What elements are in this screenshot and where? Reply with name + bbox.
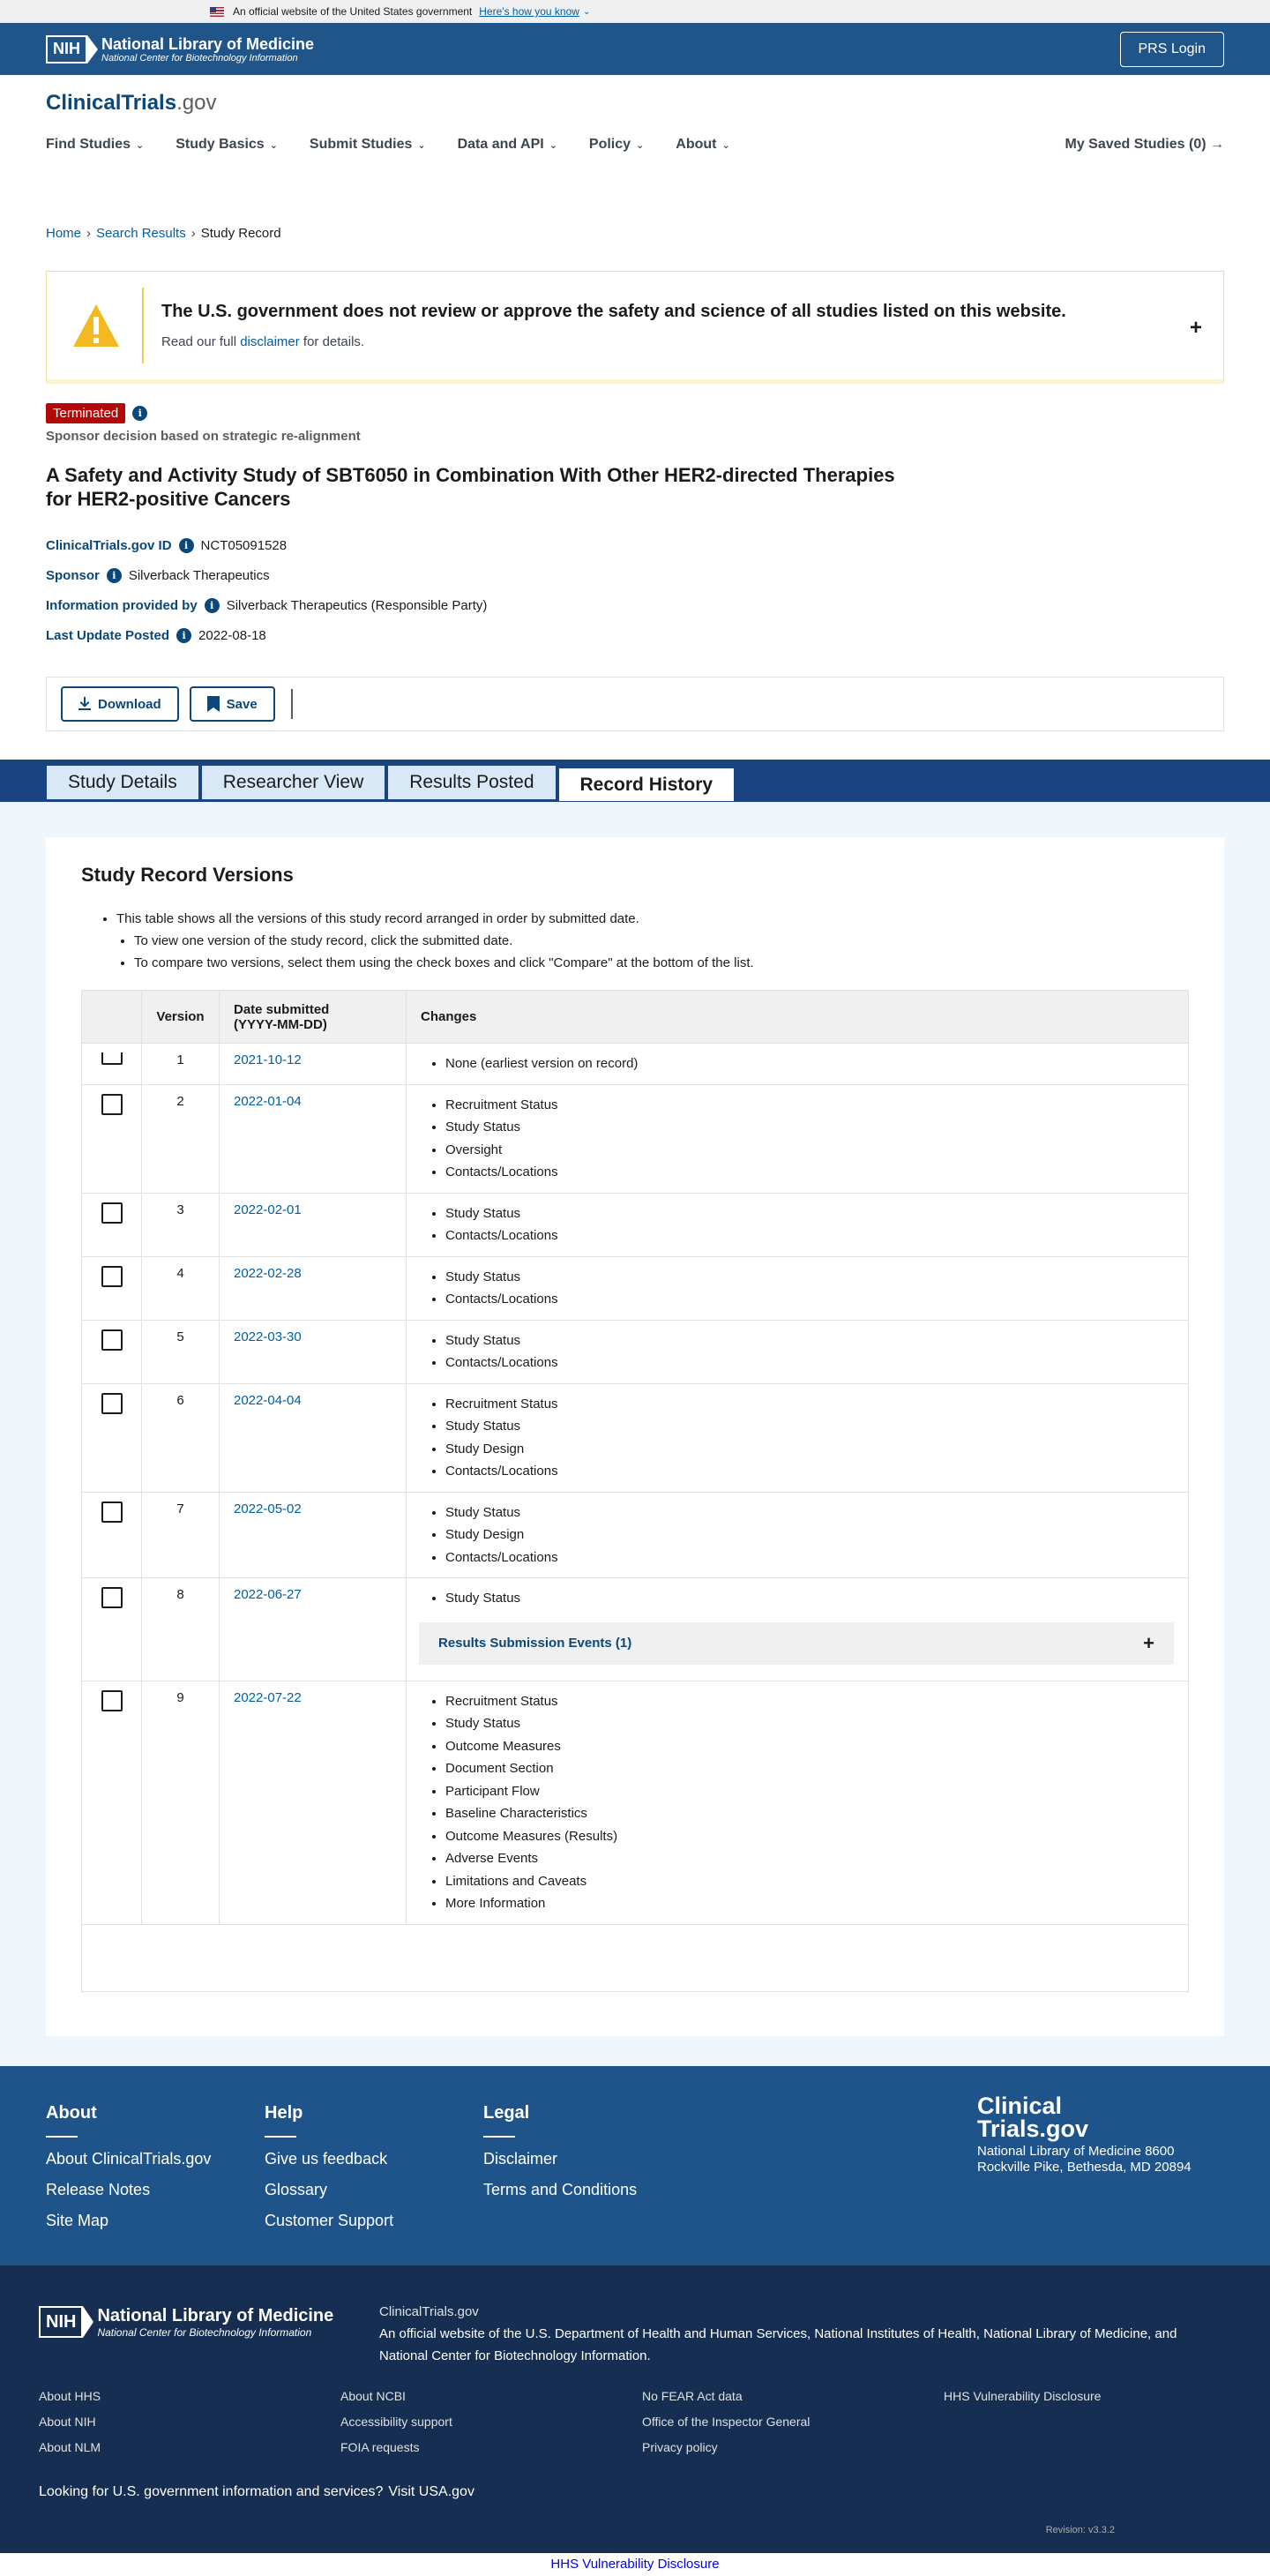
logo-main: ClinicalTrials (46, 91, 177, 115)
study-meta (0, 530, 1270, 650)
chevron-down-icon: ⌄ (721, 140, 730, 151)
footer-help (265, 2103, 393, 2243)
nih-header (0, 23, 1270, 75)
and-text: and (1154, 2325, 1177, 2341)
version-number: 6 (142, 1383, 220, 1492)
results-submission-events-accordion[interactable] (419, 1622, 1174, 1665)
footer-heading: About (46, 2102, 97, 2123)
table-footer-cell (82, 1924, 1189, 1991)
change-item: • Study Status (445, 1501, 1174, 1524)
footer-heading: Help (265, 2102, 303, 2123)
footer-link[interactable]: Disclaimer (483, 2149, 558, 2168)
date-cell (220, 1320, 407, 1383)
change-item: • Contacts/Locations (445, 1288, 1174, 1311)
versions-card (46, 837, 1224, 2036)
changes-cell (407, 1256, 1189, 1320)
ncbi-subtitle: National Center for Biotechnology Information (97, 2325, 312, 2339)
footer-util-link[interactable]: Office of the Inspector General (642, 2414, 811, 2429)
versions-table (81, 990, 1189, 1992)
footer-heading: Legal (483, 2102, 530, 2123)
breadcrumb-current: Study Record (200, 225, 281, 241)
tab-study-details[interactable]: Study Details (46, 765, 199, 800)
table-row (82, 1320, 1189, 1383)
footer-util-link[interactable]: About NLM (39, 2439, 101, 2454)
footer-link[interactable]: Give us feedback (265, 2149, 388, 2168)
revision-label: Revision: v3.3.2 (1045, 2524, 1115, 2535)
disclaimer-alert (46, 271, 1224, 384)
footer-link[interactable]: About ClinicalTrials.gov (46, 2149, 212, 2168)
change-item: • Outcome Measures (Results) (445, 1825, 1174, 1848)
expand-plus-icon[interactable]: + (1189, 316, 1202, 340)
select-cell (82, 1044, 142, 1085)
meta-label: ClinicalTrials.gov ID (46, 537, 172, 553)
select-cell (82, 1578, 142, 1681)
chevron-down-icon: ⌄ (417, 140, 426, 151)
footer-address: National Library of Medicine 8600 Rockville Pike, Bethesda, MD 20894 (977, 2143, 1192, 2175)
version-number: 4 (142, 1256, 220, 1320)
changes-cell (407, 1681, 1189, 1924)
breadcrumb-search-results[interactable]: Search Results (96, 225, 186, 241)
official-prefix: An official website of the (379, 2325, 526, 2341)
disclaimer-text-after: for details. (299, 334, 365, 349)
footer-util-link[interactable]: Accessibility support (340, 2414, 452, 2429)
change-item: • Study Status (445, 1415, 1174, 1438)
meta-value: NCT05091528 (200, 537, 288, 553)
meta-info-provided (46, 590, 1224, 620)
version-number: 1 (142, 1044, 220, 1085)
meta-value: Silverback Therapeutics (128, 567, 270, 583)
nav-label: Policy (588, 137, 631, 152)
footer-logo[interactable] (977, 2094, 1215, 2140)
change-item: • Participant Flow (445, 1780, 1174, 1803)
info-icon[interactable]: i (205, 598, 220, 613)
select-cell (82, 1256, 142, 1320)
table-row (82, 1256, 1189, 1320)
footer-legal (483, 2103, 637, 2212)
chevron-down-icon: ⌄ (269, 140, 278, 151)
change-item: • Study Status (445, 1202, 1174, 1225)
change-item: • More Information (445, 1892, 1174, 1915)
chevron-down-icon: ⌄ (549, 140, 557, 151)
version-checkbox[interactable] (101, 1393, 123, 1414)
version-number: 2 (142, 1084, 220, 1193)
ncbi-subtitle: National Center for Biotechnology Information (101, 52, 298, 64)
changes-cell (407, 1193, 1189, 1256)
tab-researcher-view[interactable]: Researcher View (201, 765, 386, 800)
status-badge: Terminated (46, 403, 125, 423)
version-date-link[interactable]: 2021-10-12 (234, 1052, 302, 1067)
info-icon[interactable]: i (107, 568, 122, 583)
chevron-right-icon: › (190, 225, 196, 241)
date-cell (220, 1084, 407, 1193)
header-date (220, 991, 407, 1044)
clinicaltrials-logo[interactable] (46, 91, 216, 116)
table-row (82, 1193, 1189, 1256)
meta-label: Information provided by (46, 597, 198, 613)
nav-label: About (676, 137, 717, 152)
changes-cell (407, 1492, 1189, 1578)
change-item: • Study Design (445, 1524, 1174, 1546)
change-item: • Study Design (445, 1438, 1174, 1461)
footer-main (0, 2066, 1270, 2265)
version-checkbox[interactable] (101, 1266, 123, 1287)
action-divider (291, 689, 293, 719)
change-item: • Adverse Events (445, 1847, 1174, 1870)
changes-cell (407, 1044, 1189, 1085)
change-item: • Contacts/Locations (445, 1460, 1174, 1483)
results-events-label: Results Submission Events (1) (438, 1636, 632, 1651)
meta-label: Last Update Posted (46, 627, 170, 643)
footer-nlm-logo[interactable] (39, 2306, 333, 2339)
intro-tip: • To compare two versions, select them using the check boxes and click "Compare" at the bottom of the list. (134, 952, 1189, 974)
heres-how-you-know-link[interactable]: Here's how you know (479, 5, 579, 18)
table-row (82, 1681, 1189, 1924)
version-date-link[interactable]: 2022-02-28 (234, 1265, 302, 1281)
version-number: 7 (142, 1492, 220, 1578)
changes-cell (407, 1383, 1189, 1492)
date-cell (220, 1383, 407, 1492)
meta-label: Sponsor (46, 567, 100, 583)
version-date-link[interactable]: 2022-04-04 (234, 1392, 302, 1408)
disclaimer-title: The U.S. government does not review or approve the safety and science of all studies listed on this website. (161, 302, 1066, 321)
official-gov-banner (0, 0, 1270, 23)
change-item: • Study Status (445, 1712, 1174, 1735)
tab-record-history[interactable]: Record History (558, 765, 736, 802)
ncbi-link[interactable]: National Center for Biotechnology Information (379, 2348, 647, 2363)
version-date-link[interactable]: 2022-07-22 (234, 1689, 302, 1705)
table-row (82, 1044, 1189, 1085)
table-row (82, 1492, 1189, 1578)
tail-row (0, 2553, 1270, 2576)
versions-title: Study Record Versions (81, 864, 294, 886)
header-changes: Changes (407, 991, 1189, 1044)
version-date-link[interactable]: 2022-05-02 (234, 1501, 302, 1516)
status-row (0, 403, 1270, 423)
change-item: • Study Status (445, 1116, 1174, 1139)
footer-util-link[interactable]: HHS Vulnerability Disclosure (944, 2388, 1102, 2403)
version-checkbox[interactable] (101, 1690, 123, 1711)
info-icon[interactable]: i (179, 538, 194, 553)
header-version: Version (142, 991, 220, 1044)
intro-item: • This table shows all the versions of this study record arranged in order by submitted date. (116, 908, 1189, 930)
footer-link[interactable]: Glossary (265, 2180, 328, 2198)
select-cell (82, 1492, 142, 1578)
status-reason: Sponsor decision based on strategic re-alignment (46, 429, 361, 444)
version-date-link[interactable]: 2022-06-27 (234, 1587, 302, 1602)
footer-link[interactable]: Terms and Conditions (483, 2180, 638, 2198)
bookmark-icon (207, 696, 220, 712)
change-item: • Contacts/Locations (445, 1352, 1174, 1374)
footer-link[interactable]: Site Map (46, 2211, 109, 2229)
change-item: • Outcome Measures (445, 1735, 1174, 1758)
select-cell (82, 1193, 142, 1256)
meta-value: Silverback Therapeutics (Responsible Party) (226, 597, 488, 613)
study-tabs (0, 760, 1270, 802)
disclaimer-text (161, 334, 1066, 349)
hhs-vulnerability-link[interactable]: HHS Vulnerability Disclosure (550, 2557, 720, 2572)
nih-badge: NIH (46, 35, 87, 64)
footer-brand (977, 2094, 1215, 2175)
table-footer-row (82, 1924, 1189, 1991)
changes-cell (407, 1578, 1189, 1681)
version-date-link[interactable]: 2022-02-01 (234, 1202, 302, 1217)
nlm-title: National Library of Medicine (97, 2305, 334, 2325)
footer-nlm (0, 2265, 1270, 2553)
intro-tip: • To view one version of the study record, click the submitted date. (134, 930, 1189, 952)
header-date-format: (YYYY-MM-DD) (234, 1016, 327, 1032)
date-cell (220, 1681, 407, 1924)
disclaimer-text-before: Read our full (161, 334, 241, 349)
nav-policy[interactable] (589, 137, 644, 153)
prs-login-button[interactable]: PRS Login (1120, 32, 1225, 67)
select-cell (82, 1681, 142, 1924)
footer-link[interactable]: Customer Support (265, 2211, 394, 2229)
warning-icon (71, 303, 121, 348)
select-cell (82, 1084, 142, 1193)
version-number: 3 (142, 1193, 220, 1256)
logo-tld: .gov (176, 91, 217, 115)
date-cell (220, 1578, 407, 1681)
download-button[interactable] (61, 686, 179, 722)
nav-find-studies[interactable] (46, 137, 144, 153)
tab-results-posted[interactable]: Results Posted (387, 765, 556, 800)
disclaimer-link[interactable]: disclaimer (240, 334, 300, 349)
version-checkbox[interactable] (101, 1587, 123, 1608)
footer-util-link[interactable]: About NIH (39, 2414, 96, 2429)
disclaimer-divider (142, 288, 144, 363)
action-bar (46, 677, 1224, 731)
nav-data-and-api[interactable] (458, 137, 557, 153)
footer-util-links (39, 2389, 1245, 2458)
meta-last-update (46, 620, 1224, 650)
change-item: • Contacts/Locations (445, 1546, 1174, 1569)
study-title: A Safety and Activity Study of SBT6050 in Combination With Other HER2-directed Therapies for HER2-positive Cancers (46, 464, 895, 510)
arrow-right-icon: → (1210, 137, 1224, 152)
ctg-label: ClinicalTrials.gov (379, 2303, 479, 2319)
change-item: • Study Status (445, 1587, 1174, 1610)
download-label: Download (98, 696, 161, 712)
table-row (82, 1084, 1189, 1193)
changes-cell (407, 1320, 1189, 1383)
change-item: • Recruitment Status (445, 1393, 1174, 1416)
saved-studies-label: My Saved Studies (0) (1065, 137, 1206, 152)
meta-nct-id (46, 530, 1224, 560)
change-item: • Contacts/Locations (445, 1224, 1174, 1247)
nlm-title: National Library of Medicine (101, 34, 315, 53)
usa-gov-row (39, 2484, 474, 2500)
table-header-row (82, 991, 1189, 1044)
meta-sponsor (46, 560, 1224, 590)
info-icon[interactable]: i (132, 406, 147, 421)
footer-util-link[interactable]: FOIA requests (340, 2439, 420, 2454)
version-checkbox[interactable] (101, 1202, 123, 1224)
table-row (82, 1383, 1189, 1492)
version-date-link[interactable]: 2022-01-04 (234, 1093, 302, 1109)
nav-label: Data and API (457, 137, 544, 152)
select-cell (82, 1383, 142, 1492)
change-item: • Study Status (445, 1266, 1174, 1289)
official-website-text: ClinicalTrials.gov An official website of the U.S. Department of Health and Human Services, National Institutes of Health, National Library of Medicine, and National Center for Biotechnology Information. (379, 2301, 1199, 2367)
expand-plus-icon[interactable]: + (1143, 1631, 1154, 1654)
change-item: • Limitations and Caveats (445, 1870, 1174, 1893)
change-item: • Contacts/Locations (445, 1161, 1174, 1184)
date-cell (220, 1044, 407, 1085)
version-checkbox[interactable] (101, 1052, 123, 1065)
download-icon (78, 697, 91, 711)
change-item: • Recruitment Status (445, 1690, 1174, 1713)
chevron-down-icon: ⌄ (636, 140, 645, 151)
nav-label: Submit Studies (309, 137, 413, 152)
header-date-label: Date submitted (234, 1001, 330, 1017)
save-button[interactable] (190, 686, 275, 722)
change-item: • Study Status (445, 1329, 1174, 1352)
date-cell (220, 1492, 407, 1578)
header-select (82, 991, 142, 1044)
save-label: Save (226, 696, 258, 712)
footer-util-link[interactable]: Privacy policy (642, 2439, 718, 2454)
version-number: 5 (142, 1320, 220, 1383)
select-cell (82, 1320, 142, 1383)
footer-util-link[interactable]: No FEAR Act data (642, 2388, 743, 2403)
breadcrumb (0, 195, 1270, 271)
change-item: • None (earliest version on record) (445, 1052, 1174, 1075)
nav-study-basics[interactable] (176, 137, 278, 153)
change-item: • Recruitment Status (445, 1094, 1174, 1117)
footer-link[interactable]: Release Notes (46, 2180, 151, 2198)
change-item: • Oversight (445, 1139, 1174, 1162)
versions-intro (81, 908, 1189, 974)
footer-util-link[interactable]: About HHS (39, 2388, 101, 2403)
chevron-down-icon: ⌄ (136, 140, 145, 151)
nih-badge: NIH (39, 2306, 83, 2338)
site-header (0, 75, 1270, 195)
change-item: • Baseline Characteristics (445, 1802, 1174, 1825)
footer-about (46, 2103, 211, 2243)
us-flag-icon (210, 7, 224, 17)
nlm-logo[interactable] (46, 35, 314, 64)
nav-submit-studies[interactable] (310, 137, 426, 153)
date-cell (220, 1193, 407, 1256)
gov-banner-text: An official website of the United States government (233, 5, 473, 18)
hhs-link[interactable]: U.S. Department of Health and Human Services (525, 2325, 807, 2341)
nih-link[interactable]: National Institutes of Health (814, 2325, 976, 2341)
nlm-link[interactable]: National Library of Medicine (983, 2325, 1148, 2341)
usa-gov-link[interactable]: Visit USA.gov (388, 2483, 474, 2499)
record-history-panel (0, 802, 1270, 2066)
table-row (82, 1578, 1189, 1681)
meta-value: 2022-08-18 (198, 627, 266, 643)
version-number: 9 (142, 1681, 220, 1924)
footer-logo-line1: Clinical (977, 2092, 1063, 2119)
info-icon[interactable]: i (176, 628, 191, 643)
nav-label: Find Studies (46, 137, 131, 152)
nav-about[interactable] (676, 137, 729, 153)
breadcrumb-home[interactable]: Home (46, 225, 82, 241)
date-cell (220, 1256, 407, 1320)
chevron-down-icon[interactable]: ⌄ (582, 6, 591, 17)
version-checkbox[interactable] (101, 1094, 123, 1115)
chevron-right-icon: › (86, 225, 92, 241)
footer-logo-line2: Trials.gov (977, 2115, 1089, 2142)
changes-cell (407, 1084, 1189, 1193)
version-number: 8 (142, 1578, 220, 1681)
version-checkbox[interactable] (101, 1329, 123, 1351)
version-date-link[interactable]: 2022-03-30 (234, 1329, 302, 1344)
my-saved-studies-link[interactable] (1065, 137, 1225, 153)
main-nav (46, 137, 730, 153)
nav-label: Study Basics (176, 137, 265, 152)
usa-text: Looking for U.S. government information and services? (39, 2483, 384, 2499)
version-checkbox[interactable] (101, 1501, 123, 1523)
change-item: • Document Section (445, 1757, 1174, 1780)
footer-util-link[interactable]: About NCBI (340, 2388, 406, 2403)
